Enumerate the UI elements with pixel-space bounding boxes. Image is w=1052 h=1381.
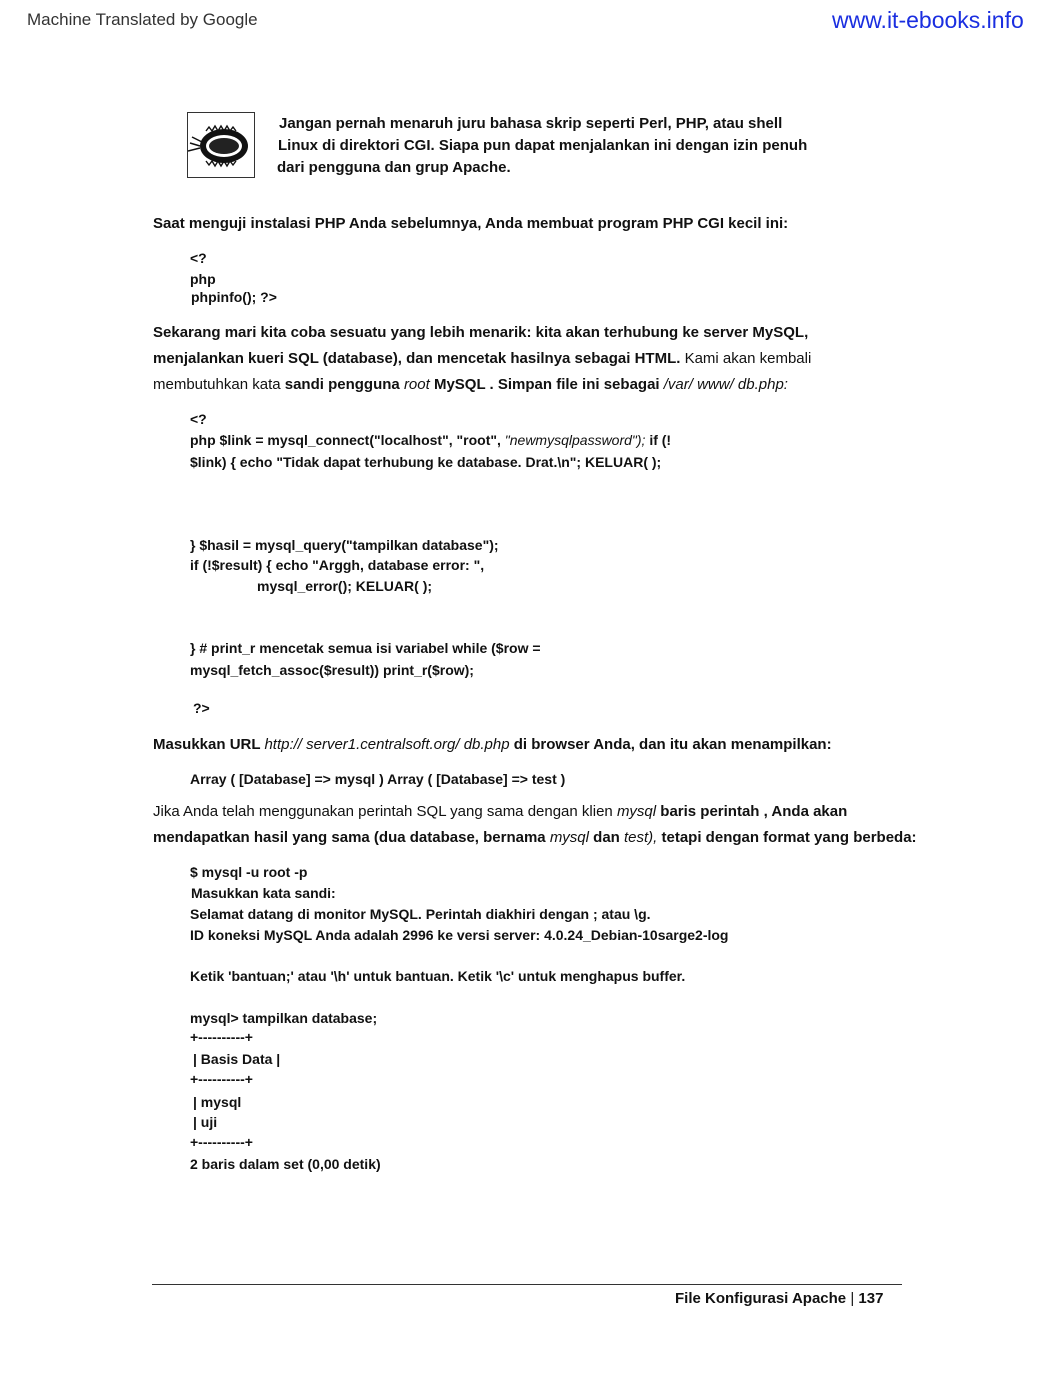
footer-title: File Konfigurasi Apache [675,1290,847,1307]
code-italic: "newmysqlpassword"); [504,432,646,448]
code-line: $link) { echo "Tidak dapat terhubung ke database. Drat.\n"; KELUAR( ); [190,454,662,470]
code-line: | mysql [193,1094,242,1110]
code-line: +----------+ [190,1134,253,1150]
code-line: mysql_error(); KELUAR( ); [257,578,433,594]
bold-text: Masukkan URL [153,736,265,753]
machine-translation-label: Machine Translated by Google [27,10,258,29]
italic-text: mysql [549,829,589,846]
bold-text: baris perintah , Anda akan [656,803,848,820]
site-link[interactable]: www.it-ebooks.info [832,7,1024,33]
normal-text: membutuhkan kata [153,376,285,393]
warning-line-1: Jangan pernah menaruh juru bahasa skrip seperti Perl, PHP, atau shell [279,115,783,132]
footer-separator: | [850,1290,855,1307]
paragraph-line [153,346,811,371]
code-line: mysql_fetch_assoc($result)) print_r($row); [190,662,474,678]
code-line: Array ( [Database] => mysql ) Array ( [Database] => test ) [190,771,566,787]
code-line: | Basis Data | [193,1051,281,1067]
code-line: +----------+ [190,1029,253,1045]
code-line: Masukkan kata sandi: [191,885,336,901]
code-line: $ mysql -u root -p [190,864,308,880]
footer [675,1290,883,1307]
paragraph-line [153,799,847,824]
url-text: http:// server1.centralsoft.org/ db.php [264,736,510,753]
code-line: phpinfo(); ?> [191,289,277,305]
code-line: mysql> tampilkan database; [190,1010,378,1026]
code-line: 2 baris dalam set (0,00 detik) [190,1156,381,1172]
normal-text: Jika Anda telah menggunakan perintah SQL yang sama dengan klien [153,803,617,820]
code-line: | uji [193,1114,218,1130]
code-line: <? [190,411,207,427]
paragraph-line: Sekarang mari kita coba sesuatu yang lebih menarik: kita akan terhubung ke server MySQL, [153,324,809,341]
bold-text: sandi pengguna [284,376,404,393]
bold-text: tetapi dengan format yang berbeda: [657,829,917,846]
code-line: ?> [193,700,210,716]
bold-text: di browser Anda, dan itu akan menampilkan: [509,736,832,753]
code-text: php $link = mysql_connect("localhost", "root", [190,432,505,448]
paragraph-line [153,825,917,850]
italic-text: root [403,376,430,393]
code-text: if (! [645,432,672,448]
code-line [190,430,671,451]
warning-line-3: dari pengguna dan grup Apache. [277,159,511,176]
code-line: php [190,271,216,287]
italic-text: mysql [616,803,657,820]
bold-text: menjalankan kueri SQL (database), dan mencetak hasilnya sebagai HTML. [153,350,681,367]
code-line: Ketik 'bantuan;' atau '\h' untuk bantuan. Ketik '\c' untuk menghapus buffer. [190,968,686,984]
trap-icon [188,113,254,177]
code-line: } # print_r mencetak semua isi variabel while ($row = [190,640,541,656]
normal-text: Kami akan kembali [680,350,812,367]
paragraph-line [153,372,788,397]
bold-text: MySQL . Simpan file ini sebagai [429,376,664,393]
footer-rule [152,1284,902,1285]
warning-icon-frame [187,112,255,178]
bold-text: mendapatkan hasil yang sama (dua database, bernama [153,829,550,846]
paragraph-line [153,732,832,757]
code-line: Selamat datang di monitor MySQL. Perintah diakhiri dengan ; atau \g. [190,906,651,922]
code-line: if (!$result) { echo "Arggh, database error: ", [190,557,485,573]
warning-line-2: Linux di direktori CGI. Siapa pun dapat menjalankan ini dengan izin penuh [278,137,808,154]
bold-text: dan [588,829,624,846]
code-line: ID koneksi MySQL Anda adalah 2996 ke versi server: 4.0.24_Debian-10sarge2-log [190,927,729,943]
code-line: +----------+ [190,1071,253,1087]
code-line: } $hasil = mysql_query("tampilkan database"); [190,537,499,553]
file-path: /var/ www/ db.php: [663,376,788,393]
italic-text: test), [624,829,658,846]
paragraph-intro: Saat menguji instalasi PHP Anda sebelumnya, Anda membuat program PHP CGI kecil ini: [153,215,789,232]
page-number: 137 [858,1290,884,1307]
code-line: <? [190,250,207,266]
